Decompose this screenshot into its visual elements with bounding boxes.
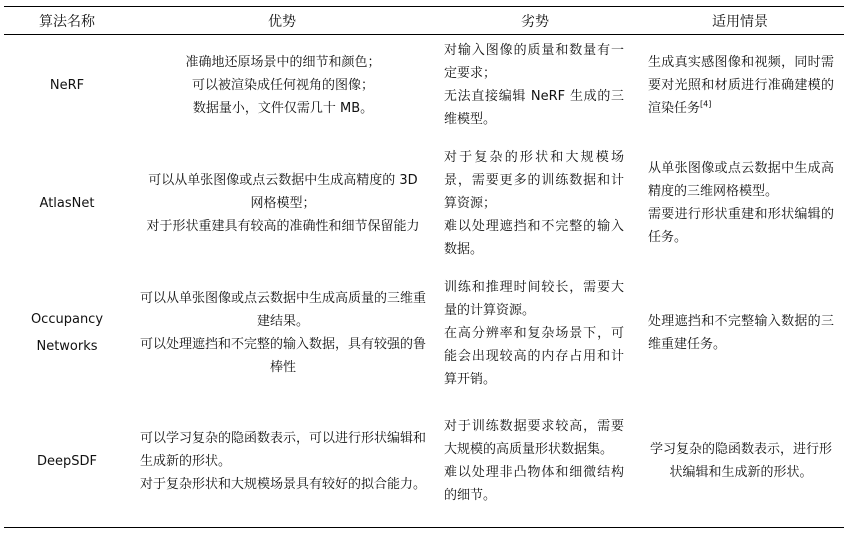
- advantage-item: 对于复杂形状和大规模场景具有较好的拟合能力。: [140, 476, 427, 492]
- algorithm-name-cell: [4, 395, 130, 528]
- table-row-nerf: [4, 35, 844, 136]
- disadvantages-cell: [434, 395, 636, 528]
- disadvantages-cell: [434, 35, 636, 136]
- algorithm-name-cell: [4, 135, 130, 271]
- header-disadvantages: 劣势: [434, 7, 636, 35]
- table-row-atlasnet: [4, 135, 844, 271]
- advantages-cell: [130, 271, 434, 395]
- disadvantages-cell: [434, 135, 636, 271]
- header-row: [4, 7, 844, 35]
- advantages-cell: [130, 135, 434, 271]
- disadvantage-item: 难以处理非凸物体和细微结构的细节。: [444, 465, 624, 503]
- application-text: 处理遮挡和不完整输入数据的三维重建任务。: [648, 314, 834, 352]
- applications-cell: [636, 395, 844, 528]
- disadvantage-item: 在高分辨率和复杂场景下，可能会出现较高的内存占用和计算开销。: [444, 325, 624, 387]
- advantage-item: 准确地还原场景中的细节和颜色；: [185, 54, 381, 70]
- advantage-item: 数据量小，文件仅需几十 MB。: [192, 100, 374, 116]
- advantage-item: 可以从单张图像或点云数据中生成高质量的三维重建结果。: [140, 291, 427, 329]
- algorithm-comparison-table: [4, 6, 844, 528]
- algorithm-name: DeepSDF: [37, 453, 97, 469]
- citation-superscript: [4]: [700, 99, 712, 109]
- advantage-item: 可以学习复杂的隐函数表示，可以进行形状编辑和生成新的形状。: [140, 430, 427, 469]
- advantage-item: 可以从单张图像或点云数据中生成高精度的 3D 网格模型；: [148, 172, 418, 211]
- algorithm-name-cell: [4, 271, 130, 395]
- header-applications: 适用情景: [636, 7, 844, 35]
- disadvantage-item: 训练和推理时间较长，需要大量的计算资源。: [444, 279, 624, 318]
- advantage-item: 可以处理遮挡和不完整的输入数据，具有较强的鲁棒性: [140, 337, 427, 375]
- algorithm-name-cell: [4, 35, 130, 136]
- algorithm-name: NeRF: [49, 77, 85, 93]
- application-item: 需要进行形状重建和形状编辑的任务。: [648, 207, 834, 245]
- application-item: 从单张图像或点云数据中生成高精度的三维网格模型。: [648, 161, 834, 199]
- advantages-cell: [130, 395, 434, 528]
- algorithm-name: AtlasNet: [39, 195, 95, 211]
- application-text: 生成真实感图像和视频，同时需要对光照和材质进行准确建模的渲染任务: [648, 54, 834, 116]
- applications-cell: [636, 135, 844, 271]
- disadvantage-item: 对于复杂的形状和大规模场景，需要更多的训练数据和计算资源；: [444, 149, 624, 211]
- algorithm-name-line: Occupancy: [30, 312, 104, 327]
- header-algorithm-name: 算法名称: [4, 7, 130, 35]
- disadvantage-item: 对输入图像的质量和数量有一定要求；: [444, 43, 624, 81]
- disadvantages-cell: [434, 271, 636, 395]
- disadvantage-item: 难以处理遮挡和不完整的输入数据。: [444, 218, 624, 257]
- algorithm-name-line: Networks: [36, 339, 98, 354]
- advantage-item: 可以被渲染成任何视角的图像；: [191, 77, 374, 93]
- advantages-cell: [130, 35, 434, 136]
- disadvantage-item: 无法直接编辑 NeRF 生成的三维模型。: [444, 89, 624, 127]
- applications-cell: [636, 35, 844, 136]
- header-advantages: 优势: [130, 7, 434, 35]
- applications-cell: [636, 271, 844, 395]
- advantage-item: 对于形状重建具有较高的准确性和细节保留能力: [146, 218, 420, 234]
- application-text: 学习复杂的隐函数表示，进行形状编辑和生成新的形状。: [649, 442, 832, 480]
- disadvantage-item: 对于训练数据要求较高，需要大规模的高质量形状数据集。: [444, 419, 624, 457]
- comparison-table-container: [4, 6, 844, 528]
- table-row-deepsdf: [4, 395, 844, 528]
- table-row-occupancy-networks: [4, 271, 844, 395]
